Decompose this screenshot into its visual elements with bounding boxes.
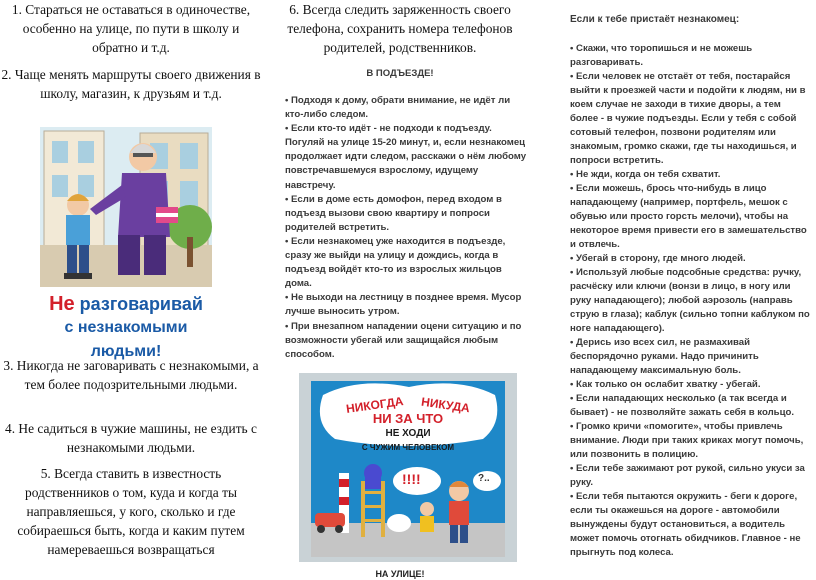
rule-item-2: 2. Чаще менять маршруты своего движения в школу, магазин, к друзьям и т.д. xyxy=(1,67,261,101)
poster2-word-never: НИКОГДА xyxy=(345,394,405,416)
list-item: • Если незнакомец уже находится в подъезде, сразу же выйди на улицу и дождись, когда в подъезд войдёт кто-то из взрослых жильцов дома. xyxy=(285,235,506,290)
list-item: • Как только он ослабит хватку - убегай. xyxy=(570,379,761,390)
rule-item-3: 3. Никогда не заговаривать с незнакомыми, а тем более подозрительными людьми. xyxy=(3,358,259,392)
poster-caption-word: разговаривай xyxy=(79,294,203,314)
rule-item-5: 5. Всегда ставить в известность родственников о том, куда и когда ты направляешься, у кого, сколько и где собираешься быть, когда и каким путем намереваешься возвращаться xyxy=(17,466,245,557)
poster2-question-bubble: ?.. xyxy=(478,473,490,484)
list-item: • Если тебя пытаются окружить - беги к дороге, если ты окажешься на дороге - автомобили вынуждены будут остановиться, а водитель может помочь отогнать обидчиков. Главное - не прыгнуть под колеса. xyxy=(570,491,801,558)
list-item: • Если кто-то идёт - не подходи к подъезду. Погуляй на улице 15-20 минут, и, если незнакомец продолжает идти следом, расскажи о нём любому повстречавшемуся взрослому, идущему навстречу. xyxy=(285,123,527,191)
poster2-exclaim: !!!! xyxy=(402,471,421,487)
section-title-stranger: Если к тебе пристаёт незнакомец: xyxy=(570,14,740,25)
list-item: • Скажи, что торопишься и не можешь разговаривать. xyxy=(570,43,753,68)
poster2-banner-text xyxy=(299,394,517,454)
poster2-word-no-way: НИ ЗА ЧТО xyxy=(372,411,444,426)
rule-item-6: 6. Всегда следить заряженность своего телефона, сохранить номера телефонов родителей, родственников. xyxy=(287,2,513,55)
list-item: • Громко кричи «помогите», чтобы привлечь внимание. Люди при таких криках могут помочь, или позвонить в полицию. xyxy=(570,421,804,460)
list-item: • Если в доме есть домофон, перед входом в подъезд вызови свою квартиру и попроси родителей встретить. xyxy=(285,193,502,233)
poster2-word-dont-go: НЕ ХОДИ xyxy=(385,428,431,439)
list-item: • Используй любые подсобные средства: ручку, расчёску или ключи (вонзи в лицо, в ногу или руку нападающего); любой аэрозоль (направь струю в глаза); каблук (сильно топни каблуком по ноге нападающего). xyxy=(570,267,810,334)
list-item: • Не выходи на лестницу в позднее время. Мусор лучше выносить утром. xyxy=(285,292,522,318)
entrance-rules-list xyxy=(285,94,530,362)
list-item: • Дерись изо всех сил, не размахивай беспорядочно руками. Надо причинить нападающему максимальную боль. xyxy=(570,337,759,376)
poster-never-go-with-strangers xyxy=(299,373,517,562)
poster2-word-nowhere: НИКУДА xyxy=(420,394,471,416)
list-item: • Подходя к дому, обрати внимание, не идёт ли кто-либо следом. xyxy=(285,95,511,121)
poster-caption-line2: с незнакомыми людьми! xyxy=(64,319,188,360)
heading-in-entrance: В ПОДЪЕЗДЕ! xyxy=(366,68,434,79)
stranger-rules-list xyxy=(570,42,810,560)
list-item: • Убегай в сторону, где много людей. xyxy=(570,253,746,264)
poster-caption-word-ne: Не xyxy=(49,293,75,315)
list-item: • Не жди, когда он тебя схватит. xyxy=(570,169,721,180)
list-item: • Если тебе зажимают рот рукой, сильно укуси за руку. xyxy=(570,463,805,488)
rule-item-4: 4. Не садиться в чужие машины, не ездить с незнакомыми людьми. xyxy=(5,421,257,455)
poster2-word-stranger: С ЧУЖИМ ЧЕЛОВЕКОМ xyxy=(361,443,455,452)
list-item: • При внезапном нападении оцени ситуацию и по возможности убегай или защищайся любым способом. xyxy=(285,320,522,360)
list-item: • Если нападающих несколько (а так всегда и бывает) - не позволяйте зажать себя в кольцо. xyxy=(570,393,795,418)
heading-on-street: НА УЛИЦЕ! xyxy=(375,569,425,579)
poster-caption xyxy=(40,293,212,363)
list-item: • Если человек не отстаёт от тебя, постарайся выйти к проезжей части и подойти к людям, ни в коем случае не заходи в тихие дворы, а тем более - в чужие подъезды. Если у тебя с собой сотовый телефон, позвони родителям или знакомым, громко скажи, где ты находишься, и попроси встретить. xyxy=(570,71,806,166)
list-item: • Если можешь, брось что-нибудь в лицо нападающему (например, портфель, мешок с обувью или просто горсть мелочи), чтобы на некоторое время привести его в замешательство и отвлечь. xyxy=(570,183,807,250)
rule-item-1: 1. Стараться не оставаться в одиночестве, особенно на улице, по пути в школу и обратно и т.д. xyxy=(11,2,251,55)
poster-dont-talk-to-strangers xyxy=(40,127,212,360)
